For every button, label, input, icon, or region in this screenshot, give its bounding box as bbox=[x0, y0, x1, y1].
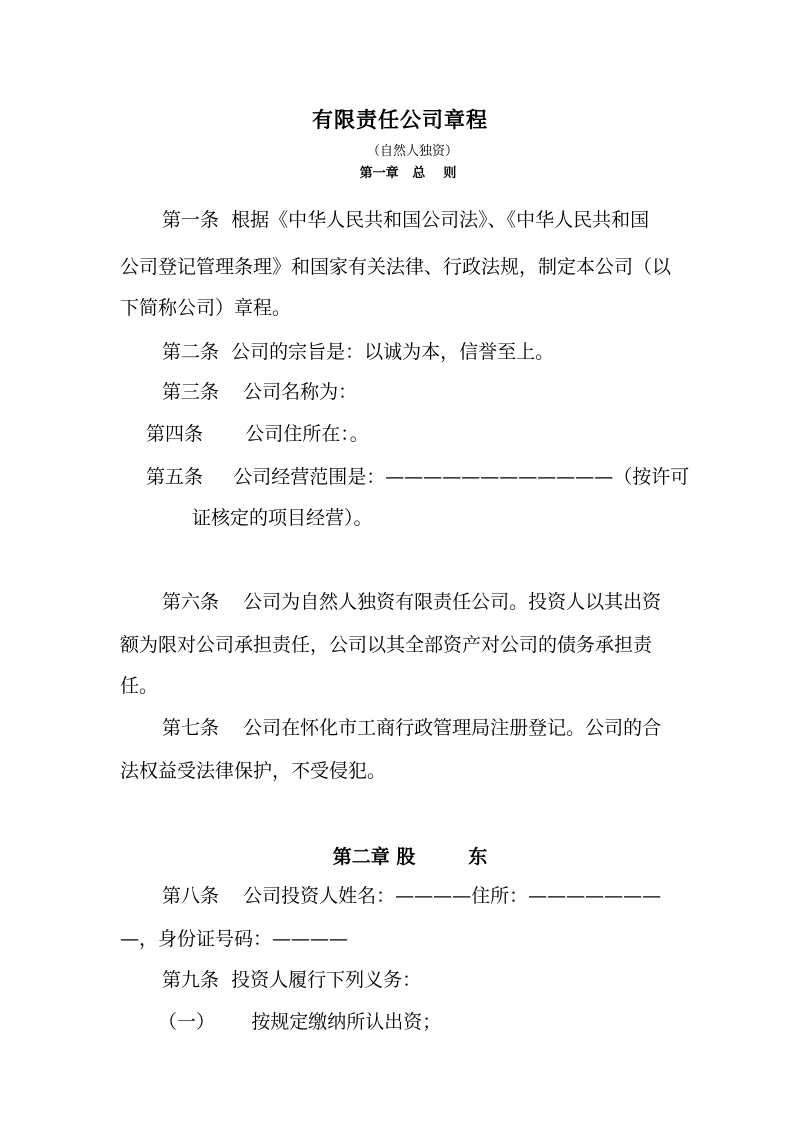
article7-line2: 法权益受法律保护，不受侵犯。 bbox=[120, 760, 387, 782]
article3: 第三条 公司名称为： bbox=[162, 381, 358, 403]
article6-line3: 任。 bbox=[120, 675, 159, 697]
document-subtitle: （自然人独资） bbox=[366, 144, 458, 159]
article5-line2: 证核定的项目经营）。 bbox=[192, 507, 373, 529]
article1-line2: 公司登记管理条理》和国家有关法律、行政法规，制定本公司（以 bbox=[120, 256, 672, 278]
article1-line3: 下简称公司）章程。 bbox=[120, 297, 292, 319]
document-title: 有限责任公司章程 bbox=[312, 108, 488, 132]
chapter2-heading: 第二章 股 东 bbox=[332, 846, 488, 868]
article8-line1: 第八条 公司投资人姓名：————住所：——————— bbox=[162, 885, 662, 907]
article2: 第二条 公司的宗旨是：以诚为本，信誉至上。 bbox=[162, 341, 555, 363]
article9: 第九条 投资人履行下列义务： bbox=[162, 969, 422, 991]
article1-line1: 第一条 根据《中华人民共和国公司法》、《中华人民共和国 bbox=[162, 209, 650, 231]
article5-line1: 第五条 公司经营范围是：————————————（按许可 bbox=[146, 466, 690, 488]
article8-line2: —，身份证号码：———— bbox=[120, 928, 349, 950]
article4: 第四条 公司住所在：。 bbox=[146, 423, 369, 445]
chapter1-heading: 第一章 总 则 bbox=[359, 166, 457, 181]
article7-line1: 第七条 公司在怀化市工商行政管理局注册登记。公司的合 bbox=[162, 717, 662, 739]
article9-item1: （一） 按规定缴纳所认出资； bbox=[158, 1011, 442, 1033]
article6-line2: 额为限对公司承担责任，公司以其全部资产对公司的债务承担责 bbox=[120, 634, 653, 656]
article6-line1: 第六条 公司为自然人独资有限责任公司。投资人以其出资 bbox=[162, 591, 662, 613]
